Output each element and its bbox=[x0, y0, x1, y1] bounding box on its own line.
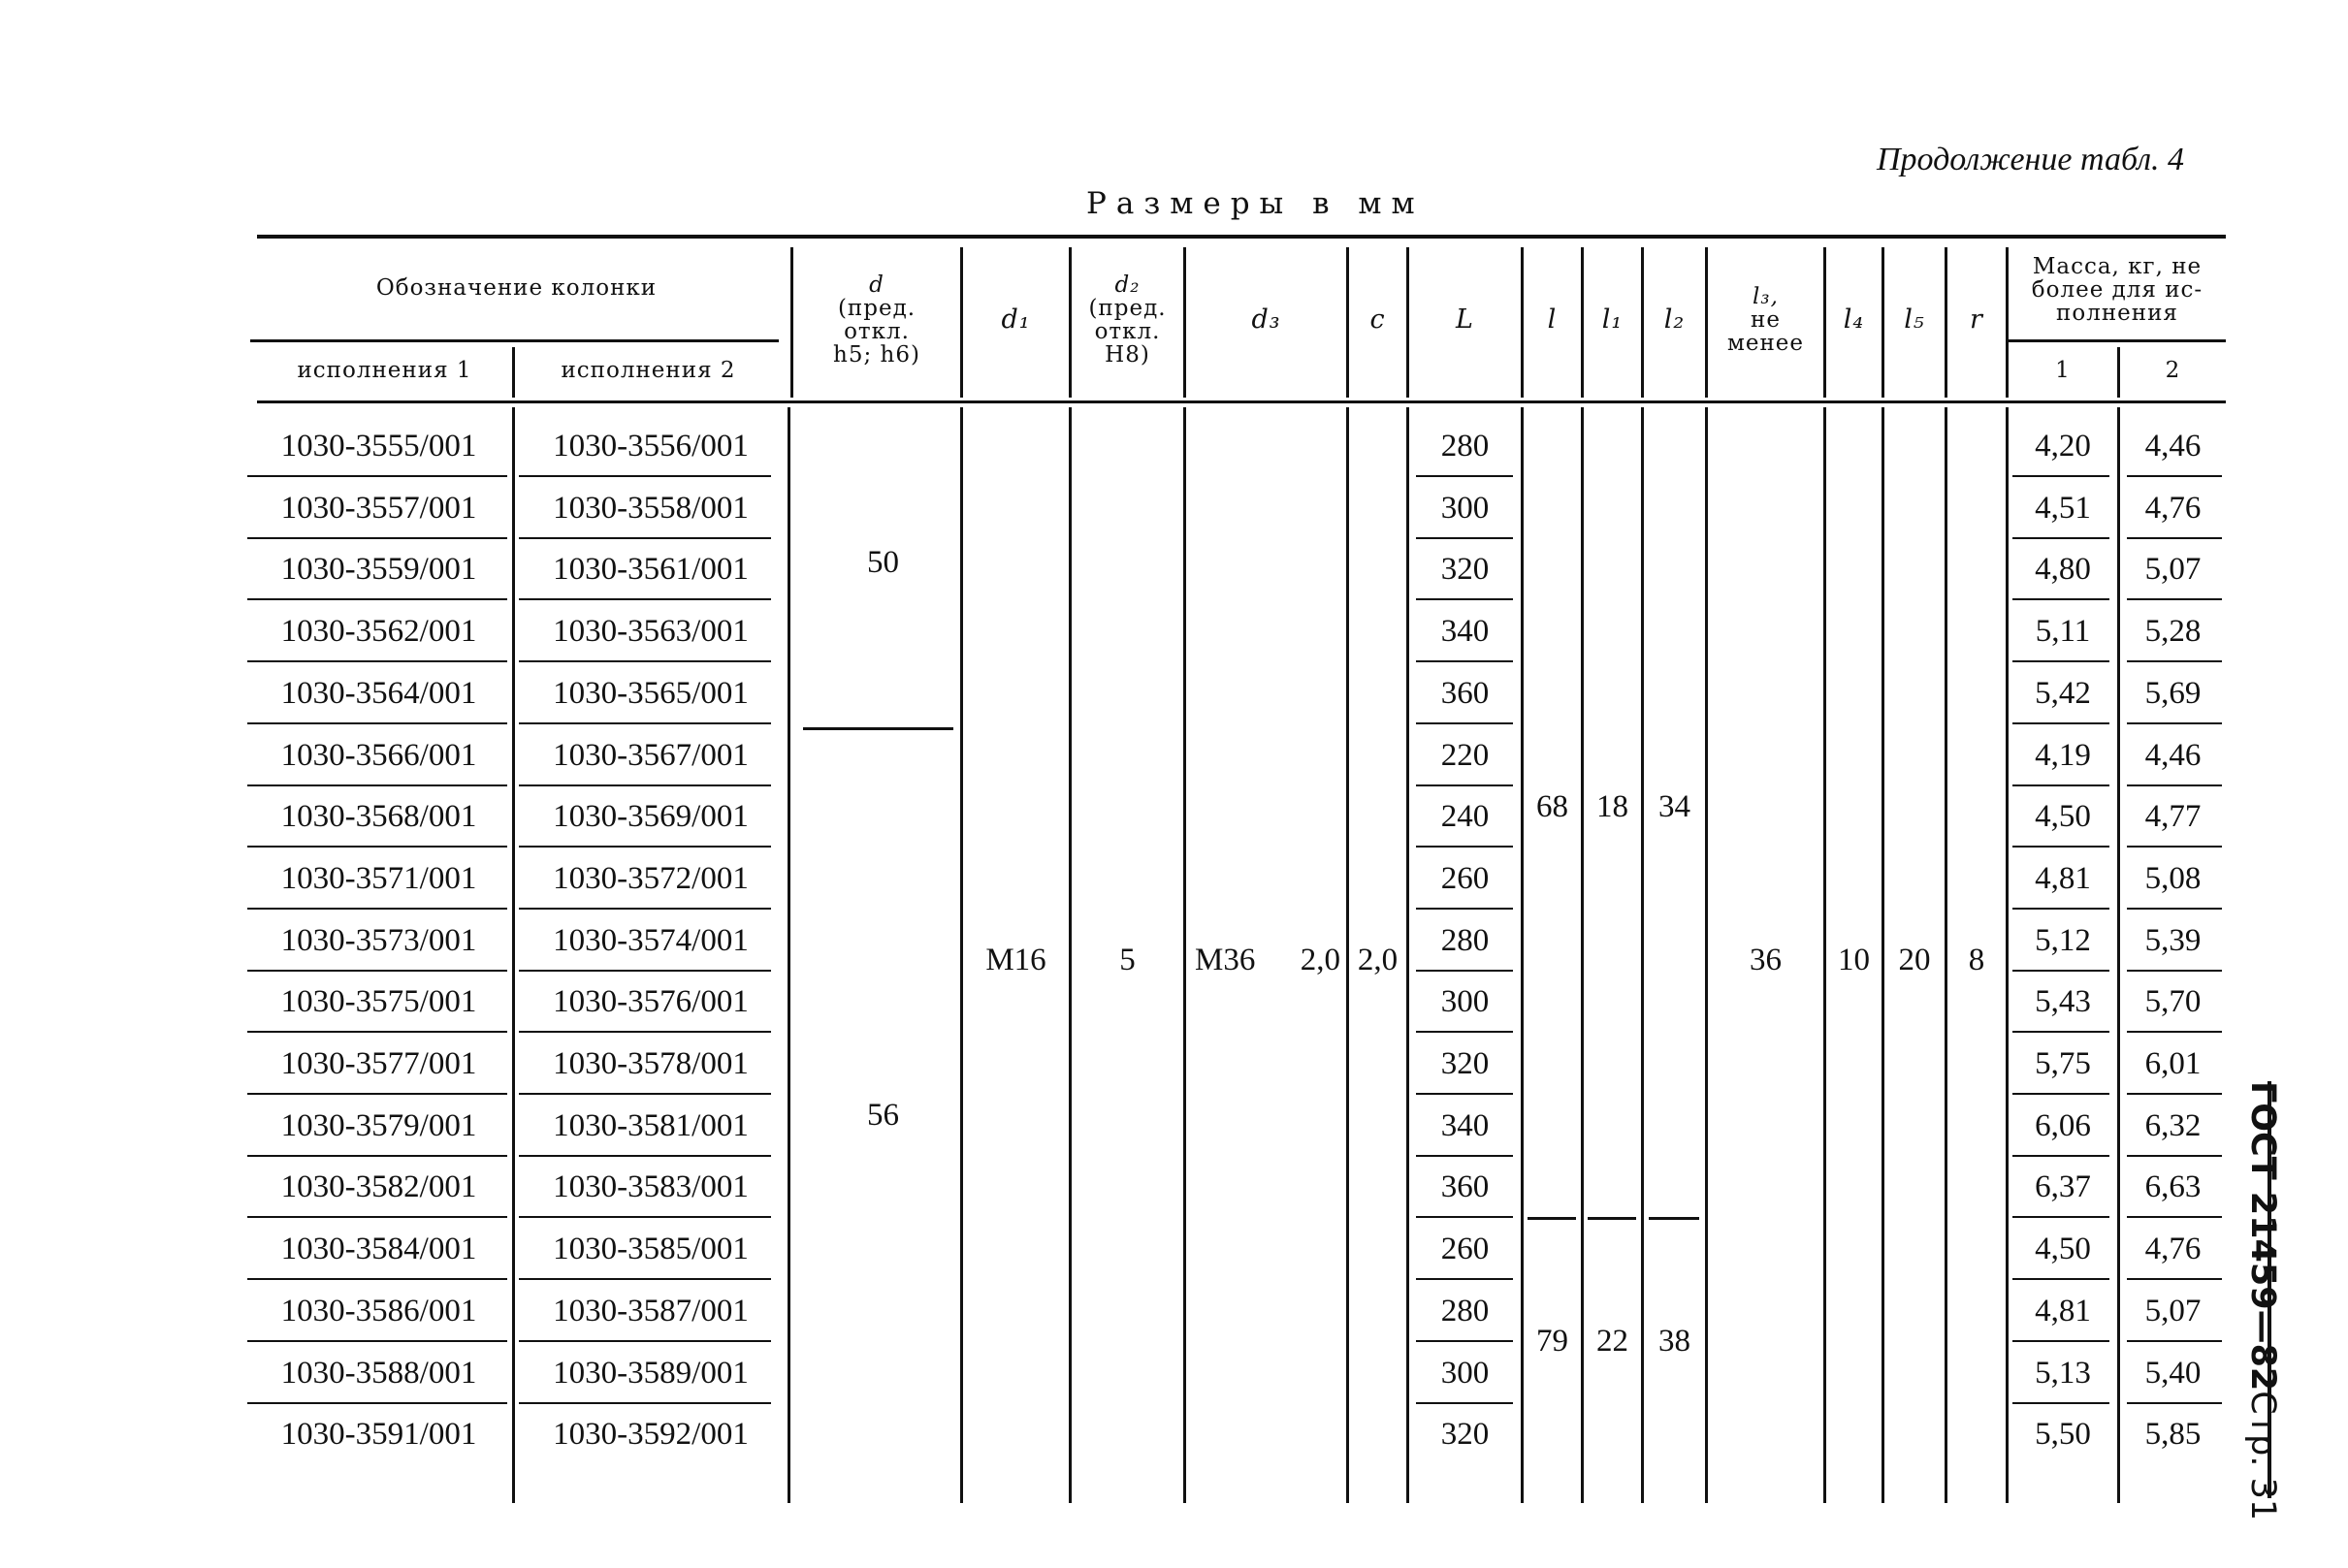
header-designation: Обозначение колонки bbox=[375, 275, 658, 302]
cell-v2: 1030-3576/001 bbox=[553, 983, 749, 1019]
row-rule bbox=[519, 908, 771, 910]
row-rule bbox=[1416, 1402, 1513, 1404]
row-rule bbox=[2012, 1031, 2109, 1033]
row-rule bbox=[2127, 908, 2222, 910]
cell-v1: 1030-3571/001 bbox=[280, 860, 477, 896]
row-rule bbox=[519, 537, 771, 539]
row-rule bbox=[519, 1031, 771, 1033]
cell-L: 280 bbox=[1440, 1293, 1490, 1328]
header-l3: l₃, не менее bbox=[1726, 283, 1805, 357]
cell-m1: 5,50 bbox=[2035, 1416, 2091, 1452]
cell-m1: 4,80 bbox=[2035, 551, 2091, 587]
row-rule bbox=[2012, 1216, 2109, 1218]
row-rule bbox=[1416, 1278, 1513, 1280]
cell-m2: 5,85 bbox=[2144, 1416, 2202, 1452]
l1-value-group-a: 18 bbox=[1596, 788, 1628, 824]
row-rule bbox=[519, 1216, 771, 1218]
cell-m2: 5,28 bbox=[2144, 613, 2202, 649]
cell-v1: 1030-3575/001 bbox=[280, 983, 477, 1019]
header-bottom-rule bbox=[257, 400, 2226, 403]
cell-m2: 6,32 bbox=[2144, 1107, 2202, 1143]
row-rule bbox=[2127, 537, 2222, 539]
header-l1: l₁ bbox=[1601, 304, 1624, 335]
cell-v2: 1030-3567/001 bbox=[553, 737, 749, 773]
row-rule bbox=[247, 537, 507, 539]
row-rule bbox=[1416, 537, 1513, 539]
cell-v1: 1030-3588/001 bbox=[280, 1355, 477, 1391]
row-rule bbox=[1416, 660, 1513, 662]
header-mass-v1: 1 bbox=[2055, 358, 2071, 384]
cell-v2: 1030-3585/001 bbox=[553, 1231, 749, 1266]
cell-m2: 4,76 bbox=[2144, 1231, 2202, 1266]
designation-sub-rule bbox=[250, 339, 779, 342]
col-rule bbox=[788, 407, 790, 1503]
cell-v2: 1030-3565/001 bbox=[553, 675, 749, 711]
cell-v2: 1030-3587/001 bbox=[553, 1293, 749, 1328]
cell-m1: 4,50 bbox=[2035, 798, 2091, 834]
cell-m1: 5,42 bbox=[2035, 675, 2091, 711]
cell-L: 280 bbox=[1440, 428, 1490, 464]
cell-L: 220 bbox=[1440, 737, 1490, 773]
cell-m1: 5,13 bbox=[2035, 1355, 2091, 1391]
header-version1: исполнения 1 bbox=[297, 358, 472, 384]
row-rule bbox=[2127, 846, 2222, 848]
row-rule bbox=[519, 846, 771, 848]
row-rule bbox=[2012, 1155, 2109, 1157]
row-rule bbox=[2127, 1340, 2222, 1342]
d-value-group2: 56 bbox=[867, 1097, 899, 1133]
row-rule bbox=[247, 1402, 507, 1404]
d-group-separator bbox=[803, 727, 953, 730]
cell-L: 360 bbox=[1440, 1168, 1490, 1204]
cell-m2: 5,39 bbox=[2144, 922, 2202, 958]
cell-v2: 1030-3592/001 bbox=[553, 1416, 749, 1452]
cell-m2: 6,01 bbox=[2144, 1045, 2202, 1081]
row-rule bbox=[1416, 1340, 1513, 1342]
row-rule bbox=[1416, 908, 1513, 910]
l2-group-separator bbox=[1649, 1217, 1699, 1220]
cell-v1: 1030-3559/001 bbox=[280, 551, 477, 587]
l1-group-separator bbox=[1588, 1217, 1636, 1220]
cell-L: 300 bbox=[1440, 983, 1490, 1019]
row-rule bbox=[247, 475, 507, 477]
row-rule bbox=[247, 1093, 507, 1095]
cell-m2: 5,40 bbox=[2144, 1355, 2202, 1391]
row-rule bbox=[2127, 1031, 2222, 1033]
row-rule bbox=[2012, 475, 2109, 477]
cell-v1: 1030-3591/001 bbox=[280, 1416, 477, 1452]
page-number: Стр. 31 bbox=[2243, 1391, 2282, 1521]
l-value-group-a: 68 bbox=[1536, 788, 1568, 824]
row-rule bbox=[519, 1093, 771, 1095]
cell-v2: 1030-3569/001 bbox=[553, 798, 749, 834]
row-rule bbox=[519, 1155, 771, 1157]
col-rule bbox=[1183, 407, 1186, 1503]
d1-value: M16 bbox=[985, 942, 1046, 977]
cell-v2: 1030-3572/001 bbox=[553, 860, 749, 896]
row-rule bbox=[2012, 660, 2109, 662]
cell-m1: 5,75 bbox=[2035, 1045, 2091, 1081]
cell-m1: 4,81 bbox=[2035, 860, 2091, 896]
row-rule bbox=[247, 1340, 507, 1342]
cell-L: 280 bbox=[1440, 922, 1490, 958]
cell-v1: 1030-3555/001 bbox=[280, 428, 477, 464]
mass-sub-rule bbox=[2008, 339, 2226, 342]
row-rule bbox=[247, 1216, 507, 1218]
header-d1: d₁ bbox=[1001, 304, 1031, 335]
cell-v2: 1030-3558/001 bbox=[553, 490, 749, 526]
cell-v1: 1030-3586/001 bbox=[280, 1293, 477, 1328]
row-rule bbox=[519, 660, 771, 662]
cell-v1: 1030-3568/001 bbox=[280, 798, 477, 834]
row-rule bbox=[247, 970, 507, 972]
header-d2: d₂ (пред. откл. H8) bbox=[1088, 272, 1167, 368]
cell-m2: 4,46 bbox=[2144, 737, 2202, 773]
cell-L: 240 bbox=[1440, 798, 1490, 834]
row-rule bbox=[2127, 1216, 2222, 1218]
cell-v1: 1030-3579/001 bbox=[280, 1107, 477, 1143]
header-mass: Масса, кг, не более для ис- полнения bbox=[2031, 253, 2203, 327]
d3-value: M36 2,0 bbox=[1195, 942, 1340, 977]
header-d3: d₃ bbox=[1251, 304, 1281, 335]
cell-m1: 4,50 bbox=[2035, 1231, 2091, 1266]
row-rule bbox=[519, 970, 771, 972]
cell-L: 260 bbox=[1440, 860, 1490, 896]
header-d: d (пред. откл. h5; h6) bbox=[833, 272, 920, 368]
row-rule bbox=[1416, 784, 1513, 786]
l5-value: 20 bbox=[1898, 942, 1931, 977]
row-rule bbox=[2012, 970, 2109, 972]
row-rule bbox=[247, 1155, 507, 1157]
cell-m1: 6,37 bbox=[2035, 1168, 2091, 1204]
cell-m2: 5,69 bbox=[2144, 675, 2202, 711]
row-rule bbox=[2012, 784, 2109, 786]
cell-L: 260 bbox=[1440, 1231, 1490, 1266]
cell-m2: 4,46 bbox=[2144, 428, 2202, 464]
l1-value-group-b: 22 bbox=[1596, 1323, 1628, 1359]
cell-v1: 1030-3562/001 bbox=[280, 613, 477, 649]
row-rule bbox=[2012, 846, 2109, 848]
cell-m1: 5,11 bbox=[2035, 613, 2091, 649]
row-rule bbox=[1416, 1031, 1513, 1033]
l-value-group-b: 79 bbox=[1536, 1323, 1568, 1359]
cell-m1: 4,51 bbox=[2035, 490, 2091, 526]
col-rule bbox=[512, 407, 515, 1503]
header-c: c bbox=[1369, 304, 1386, 335]
row-rule bbox=[2012, 1278, 2109, 1280]
header-l4: l₄ bbox=[1843, 304, 1865, 335]
row-rule bbox=[1416, 1216, 1513, 1218]
row-rule bbox=[2012, 1402, 2109, 1404]
row-rule bbox=[519, 1340, 771, 1342]
cell-m2: 5,07 bbox=[2144, 1293, 2202, 1328]
cell-m2: 4,77 bbox=[2144, 798, 2202, 834]
cell-m1: 4,19 bbox=[2035, 737, 2091, 773]
row-rule bbox=[519, 784, 771, 786]
cell-v2: 1030-3556/001 bbox=[553, 428, 749, 464]
row-rule bbox=[1416, 970, 1513, 972]
row-rule bbox=[247, 598, 507, 600]
row-rule bbox=[2012, 1340, 2109, 1342]
cell-L: 320 bbox=[1440, 1416, 1490, 1452]
cell-v1: 1030-3577/001 bbox=[280, 1045, 477, 1081]
cell-L: 300 bbox=[1440, 490, 1490, 526]
cell-L: 360 bbox=[1440, 675, 1490, 711]
row-rule bbox=[2127, 598, 2222, 600]
cell-v2: 1030-3574/001 bbox=[553, 922, 749, 958]
row-rule bbox=[2127, 722, 2222, 724]
cell-m2: 5,08 bbox=[2144, 860, 2202, 896]
row-rule bbox=[519, 475, 771, 477]
d2-value: 5 bbox=[1119, 942, 1136, 977]
l4-value: 10 bbox=[1838, 942, 1870, 977]
row-rule bbox=[519, 1402, 771, 1404]
l3-value: 36 bbox=[1750, 942, 1782, 977]
cell-m1: 5,12 bbox=[2035, 922, 2091, 958]
row-rule bbox=[1416, 722, 1513, 724]
cell-v2: 1030-3589/001 bbox=[553, 1355, 749, 1391]
r-value: 8 bbox=[1968, 942, 1985, 977]
row-rule bbox=[1416, 475, 1513, 477]
row-rule bbox=[2127, 784, 2222, 786]
row-rule bbox=[2012, 1093, 2109, 1095]
cell-v1: 1030-3582/001 bbox=[280, 1168, 477, 1204]
row-rule bbox=[2012, 537, 2109, 539]
header-l: l bbox=[1547, 304, 1558, 335]
row-rule bbox=[2127, 1093, 2222, 1095]
cell-v2: 1030-3561/001 bbox=[553, 551, 749, 587]
cell-L: 300 bbox=[1440, 1355, 1490, 1391]
row-rule bbox=[247, 908, 507, 910]
gost-stamp bbox=[2238, 1081, 2287, 1521]
header-l5: l₅ bbox=[1904, 304, 1925, 335]
cell-L: 340 bbox=[1440, 613, 1490, 649]
row-rule bbox=[1416, 598, 1513, 600]
row-rule bbox=[247, 660, 507, 662]
cell-v1: 1030-3573/001 bbox=[280, 922, 477, 958]
row-rule bbox=[519, 1278, 771, 1280]
cell-v1: 1030-3584/001 bbox=[280, 1231, 477, 1266]
row-rule bbox=[2012, 598, 2109, 600]
cell-v2: 1030-3583/001 bbox=[553, 1168, 749, 1204]
header-l2: l₂ bbox=[1663, 304, 1686, 335]
row-rule bbox=[1416, 1155, 1513, 1157]
cell-m1: 5,43 bbox=[2035, 983, 2091, 1019]
row-rule bbox=[519, 722, 771, 724]
row-rule bbox=[247, 846, 507, 848]
cell-v1: 1030-3557/001 bbox=[280, 490, 477, 526]
cell-m2: 6,63 bbox=[2144, 1168, 2202, 1204]
cell-L: 320 bbox=[1440, 1045, 1490, 1081]
cell-m2: 5,70 bbox=[2144, 983, 2202, 1019]
cell-m1: 4,20 bbox=[2035, 428, 2091, 464]
header-version2: исполнения 2 bbox=[561, 358, 736, 384]
row-rule bbox=[2127, 475, 2222, 477]
l2-value-group-b: 38 bbox=[1658, 1323, 1690, 1359]
cell-m2: 4,76 bbox=[2144, 490, 2202, 526]
cell-m1: 4,81 bbox=[2035, 1293, 2091, 1328]
cell-v2: 1030-3563/001 bbox=[553, 613, 749, 649]
row-rule bbox=[247, 1031, 507, 1033]
row-rule bbox=[2012, 908, 2109, 910]
continuation-title: Продолжение табл. 4 bbox=[1877, 142, 2185, 177]
row-rule bbox=[2127, 1155, 2222, 1157]
row-rule bbox=[2127, 660, 2222, 662]
cell-L: 340 bbox=[1440, 1107, 1490, 1143]
table-top-rule bbox=[257, 235, 2226, 239]
cell-L: 320 bbox=[1440, 551, 1490, 587]
cell-v2: 1030-3581/001 bbox=[553, 1107, 749, 1143]
row-rule bbox=[247, 1278, 507, 1280]
row-rule bbox=[519, 598, 771, 600]
cell-v1: 1030-3564/001 bbox=[280, 675, 477, 711]
header-mass-v2: 2 bbox=[2165, 358, 2181, 384]
l-group-separator bbox=[1528, 1217, 1576, 1220]
row-rule bbox=[2012, 722, 2109, 724]
cell-m1: 6,06 bbox=[2035, 1107, 2091, 1143]
cell-v1: 1030-3566/001 bbox=[280, 737, 477, 773]
row-rule bbox=[2127, 1402, 2222, 1404]
cell-m2: 5,07 bbox=[2144, 551, 2202, 587]
row-rule bbox=[1416, 846, 1513, 848]
c-value: 2,0 bbox=[1357, 942, 1399, 977]
row-rule bbox=[2127, 1278, 2222, 1280]
row-rule bbox=[2127, 970, 2222, 972]
row-rule bbox=[1416, 1093, 1513, 1095]
cell-v2: 1030-3578/001 bbox=[553, 1045, 749, 1081]
units-title: Размеры в мм bbox=[1086, 186, 1425, 221]
header-r: r bbox=[1970, 304, 1983, 335]
row-rule bbox=[247, 722, 507, 724]
row-rule bbox=[247, 784, 507, 786]
header-L: L bbox=[1456, 304, 1474, 335]
d-value-group1: 50 bbox=[867, 544, 899, 580]
l2-value-group-a: 34 bbox=[1658, 788, 1690, 824]
standard-number: ГОСТ 21459—82 bbox=[2243, 1081, 2282, 1392]
